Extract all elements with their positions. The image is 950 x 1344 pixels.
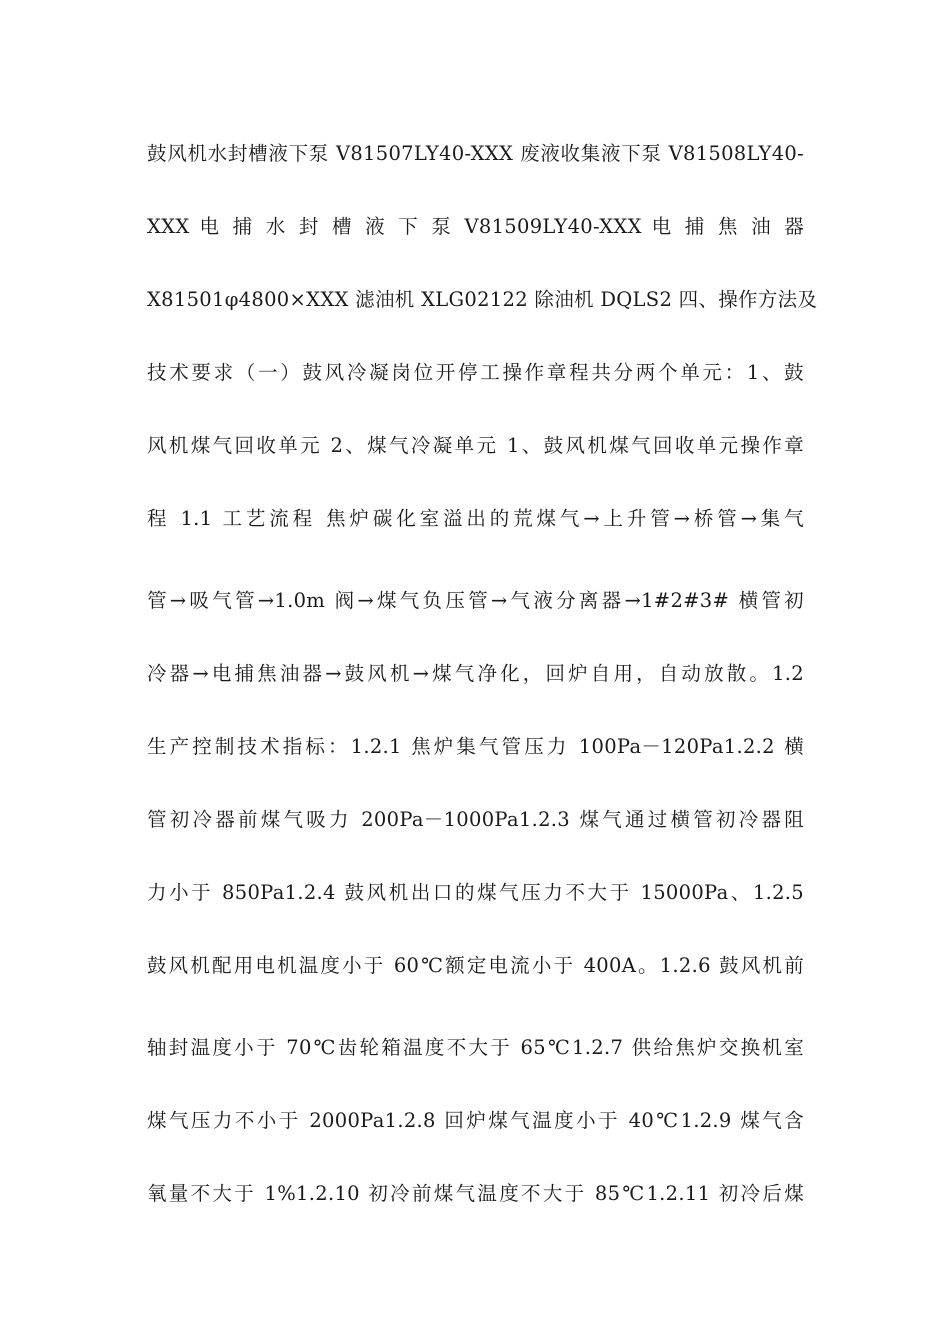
text-line: 氧量不大于 1%1.2.10 初冷前煤气温度不大于 85℃1.2.11 初冷后煤: [147, 1182, 804, 1205]
text-line: XXX 电 捕 水 封 槽 液 下 泵 V81509LY40-XXX 电 捕 焦 油 器: [147, 215, 804, 238]
text-line: 煤气压力不小于 2000Pa1.2.8 回炉煤气温度小于 40℃1.2.9 煤气含: [147, 1109, 804, 1132]
text-line: 管→吸气管→1.0m 阀→煤气负压管→气液分离器→1#2#3# 横管初: [147, 589, 804, 612]
text-line: 风机煤气回收单元 2、煤气冷凝单元 1、鼓风机煤气回收单元操作章: [147, 434, 804, 457]
text-line: 技术要求（一）鼓风冷凝岗位开停工操作章程共分两个单元：1、鼓: [147, 361, 804, 384]
text-line: 管初冷器前煤气吸力 200Pa－1000Pa1.2.3 煤气通过横管初冷器阻: [147, 808, 804, 831]
text-line: 程 1.1 工艺流程 焦炉碳化室溢出的荒煤气→上升管→桥管→集气: [147, 507, 804, 530]
text-line: 鼓风机水封槽液下泵 V81507LY40-XXX 废液收集液下泵 V81508LY40-: [147, 142, 804, 165]
text-line: X81501φ4800×XXX 滤油机 XLG02122 除油机 DQLS2 四、操作方法及: [147, 288, 818, 311]
text-line: 冷器→电捕焦油器→鼓风机→煤气净化，回炉自用，自动放散。1.2: [147, 662, 804, 685]
text-line: 力小于 850Pa1.2.4 鼓风机出口的煤气压力不大于 15000Pa、1.2.5: [147, 881, 804, 904]
text-line: 鼓风机配用电机温度小于 60℃额定电流小于 400A。1.2.6 鼓风机前: [147, 954, 804, 977]
text-line: 生产控制技术指标：1.2.1 焦炉集气管压力 100Pa－120Pa1.2.2 横: [147, 735, 804, 758]
text-line: 轴封温度小于 70℃齿轮箱温度不大于 65℃1.2.7 供给焦炉交换机室: [147, 1036, 804, 1059]
